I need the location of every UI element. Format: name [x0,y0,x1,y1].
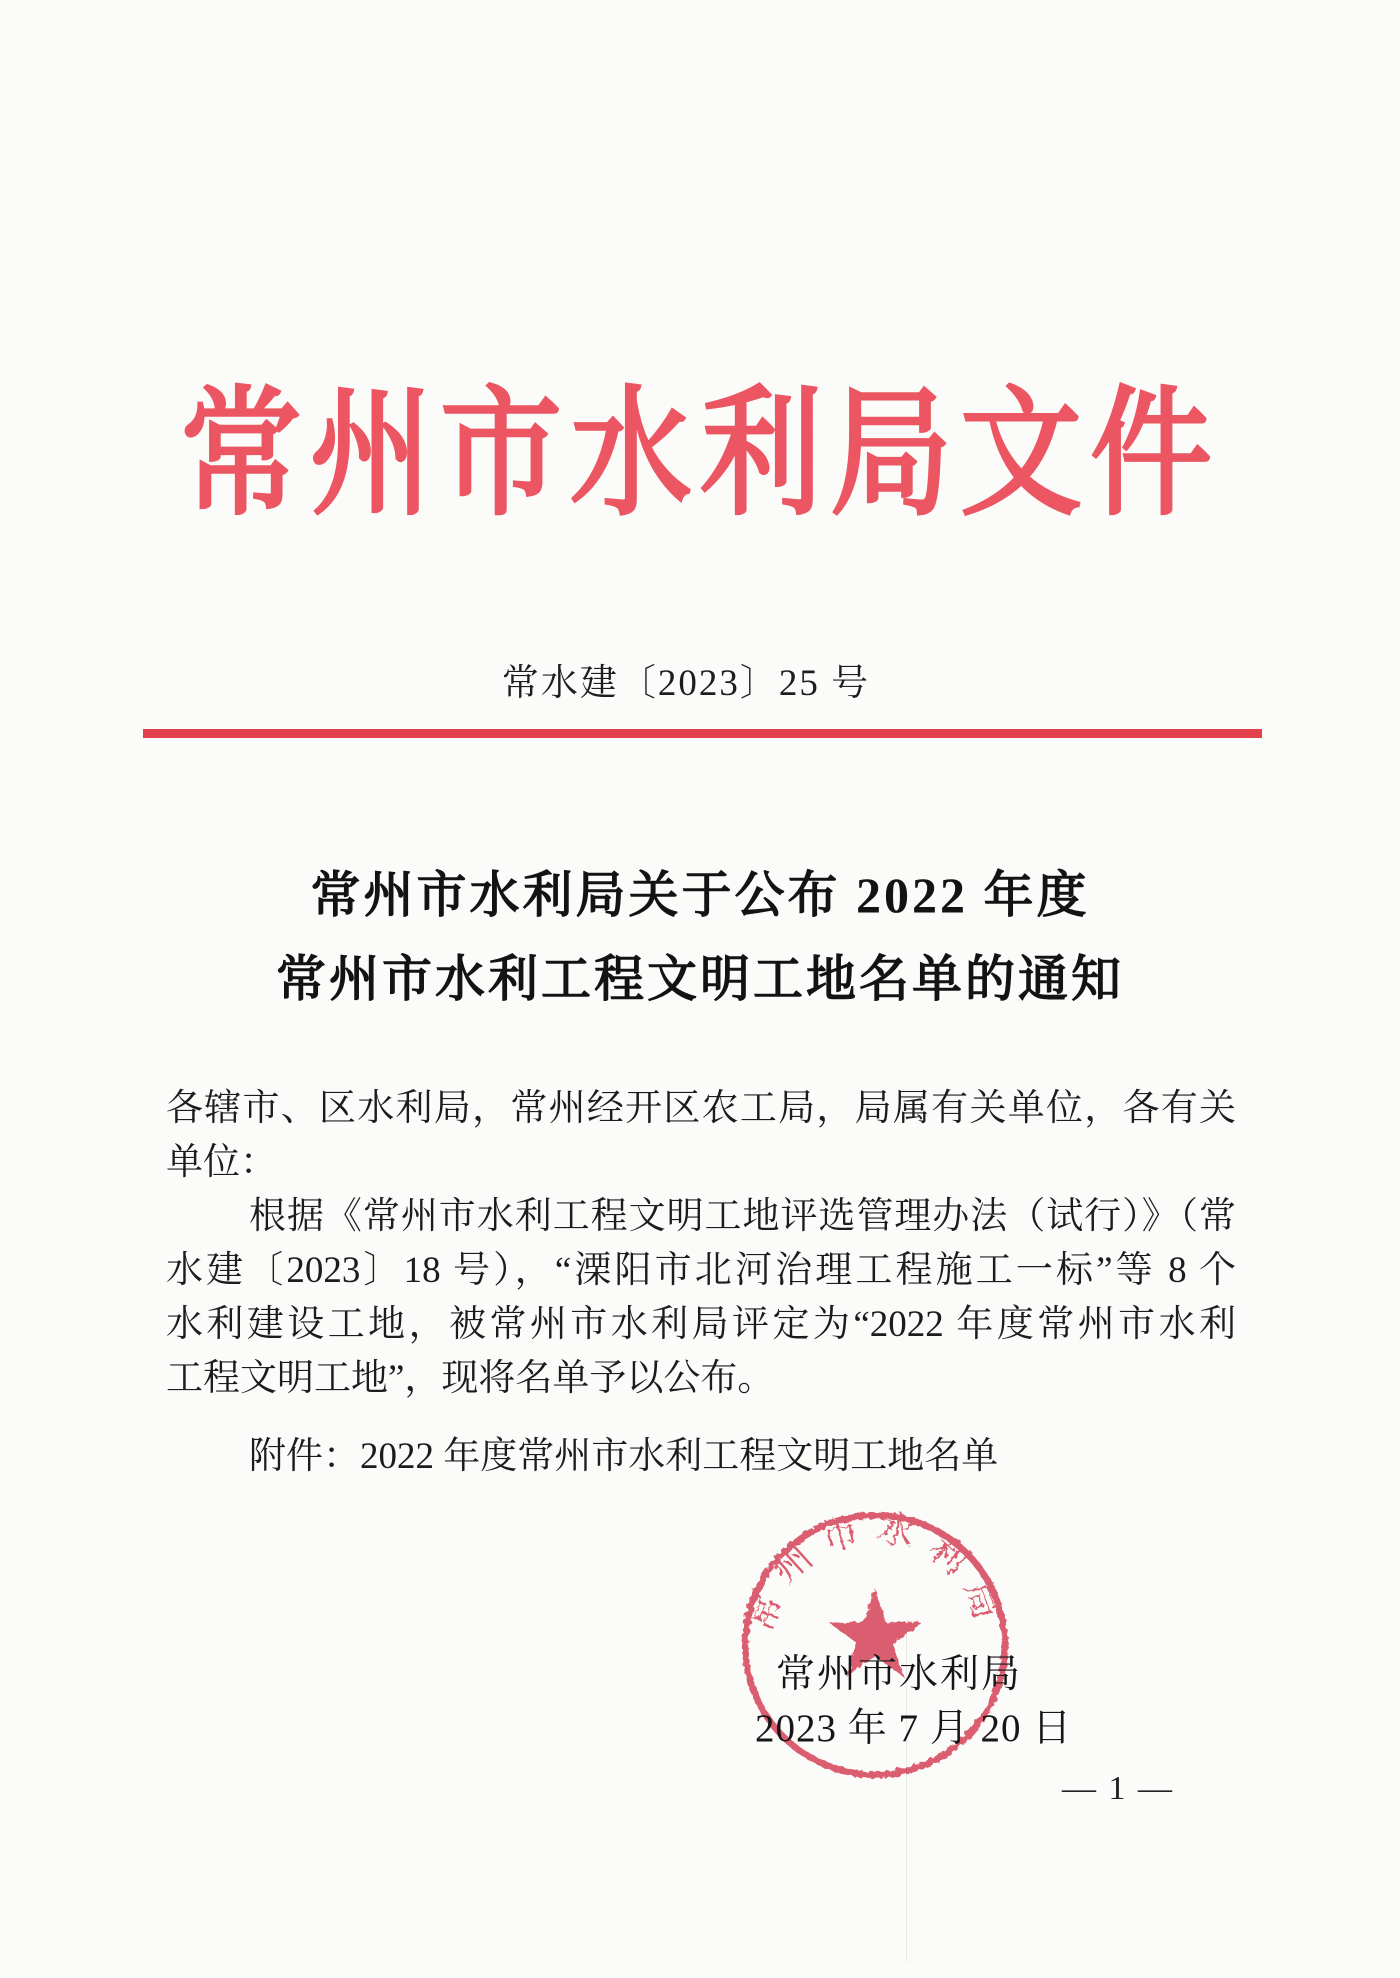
seal-arc-text: 常州市水利局 [738,1507,1012,1638]
masthead-title: 常州市水利局文件 [180,377,1220,534]
body-text [166,1082,1236,1406]
body-line: 水利建设工地，被常州市水利局评定为“2022 年度常州市水利 [166,1304,1236,1345]
body-line: 单位： [166,1142,277,1183]
signature-agency: 常州市水利局 [776,1653,1023,1696]
notice-title-line2: 常州市水利工程文明工地名单的通知 [276,951,1124,1007]
notice-title-line1: 常州市水利局关于公布 2022 年度 [310,867,1090,923]
doc-number: 常水建〔2023〕25 号 [501,663,871,704]
body-line: 工程文明工地”，现将名单予以公布。 [166,1358,775,1399]
body-line: 水建〔2023〕18 号），“溧阳市北河治理工程施工一标”等 8 个 [166,1250,1236,1291]
body-line: 根据《常州市水利工程文明工地评选管理办法（试行）》（常 [249,1196,1236,1237]
signature-date: 2023 年 7 月 20 日 [755,1707,1073,1750]
red-separator-rule [143,729,1262,738]
page-number: — 1 — [1062,1770,1174,1807]
attachment-line: 附件：2022 年度常州市水利工程文明工地名单 [249,1436,999,1477]
body-line: 各辖市、区水利局，常州经开区农工局，局属有关单位，各有关 [166,1088,1236,1129]
